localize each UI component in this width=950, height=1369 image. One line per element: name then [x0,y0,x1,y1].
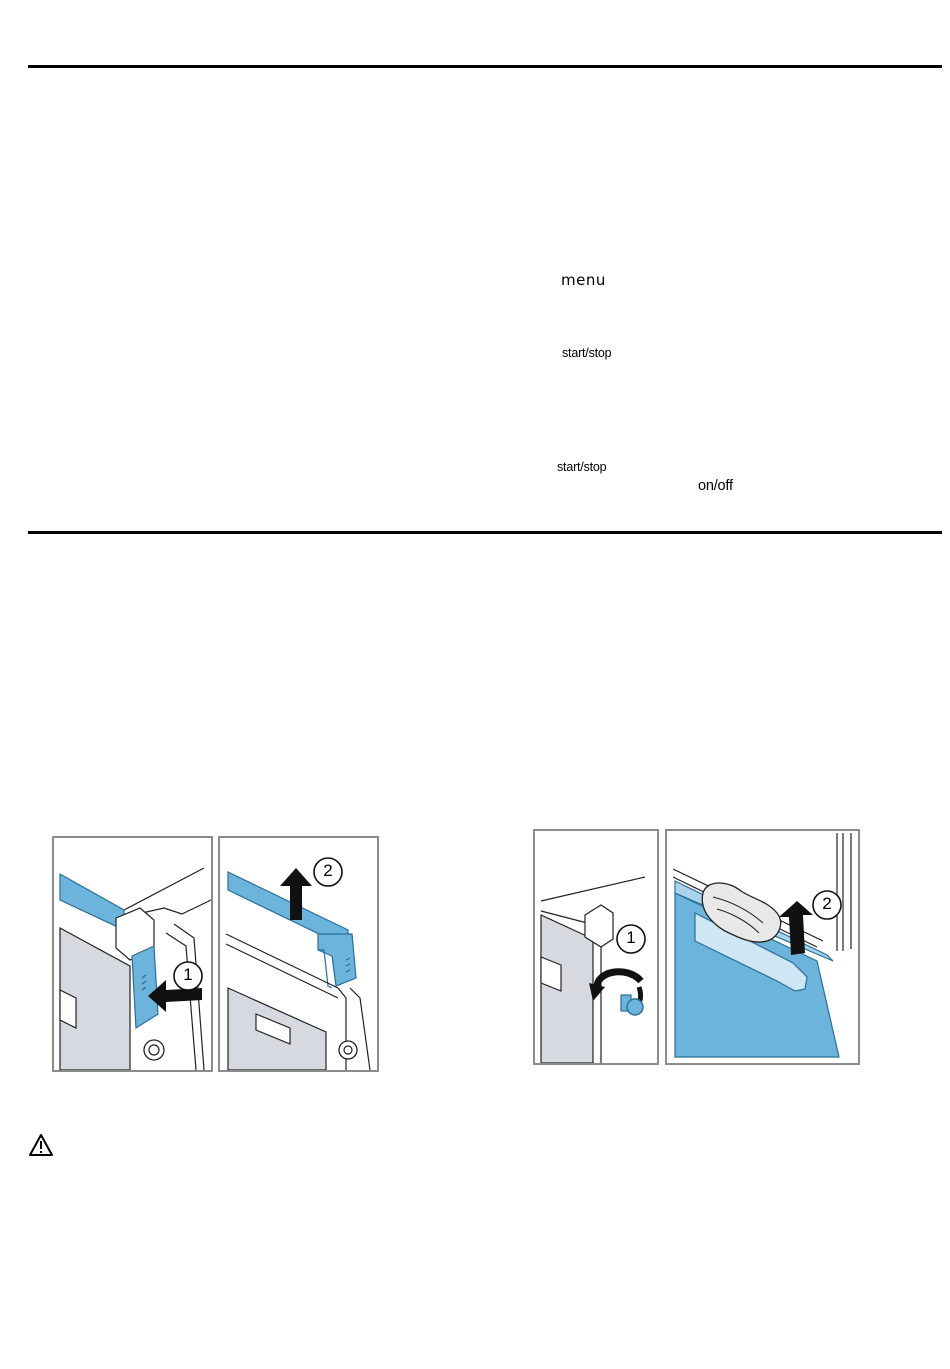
figure-remove-cover-step1 [52,836,213,1072]
callout-step2: 2 [822,894,832,913]
figure-remove-cover-step2 [218,836,379,1072]
start-stop-key-label-2: start/stop [557,460,607,474]
on-off-key-label: on/off [698,478,733,494]
top-rule [28,65,942,68]
callout-step2: 2 [323,861,333,880]
menu-key-label: menu [561,271,606,289]
warning-icon [28,1133,54,1162]
callout-step1: 1 [626,928,636,947]
figure-remove-glass-step2 [665,829,860,1065]
middle-rule [28,531,942,534]
callout-step1: 1 [183,965,193,984]
figure-remove-glass-step1 [533,829,659,1065]
start-stop-key-label: start/stop [562,346,612,360]
